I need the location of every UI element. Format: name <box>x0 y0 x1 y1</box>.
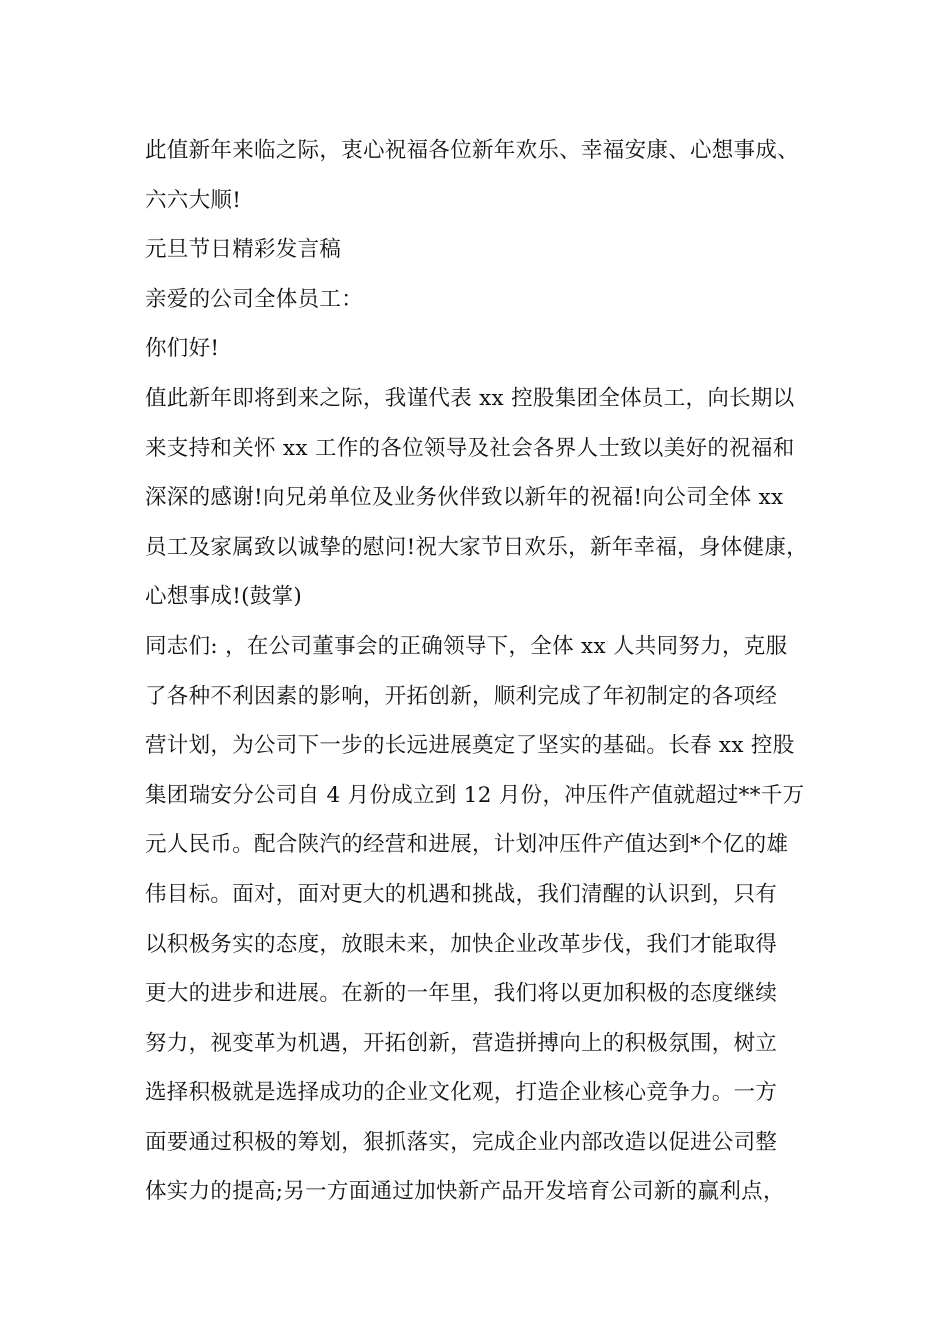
text-line: 来支持和关怀 xx 工作的各位领导及社会各界人士致以美好的祝福和 <box>145 435 795 461</box>
text-line: 以积极务实的态度，放眼未来，加快企业改革步伐，我们才能取得 <box>145 931 778 957</box>
text-line: 了各种不利因素的影响，开拓创新，顺利完成了年初制定的各项经 <box>145 683 778 709</box>
text-line: 心想事成!(鼓掌) <box>145 584 303 610</box>
document-title: 元旦节日精彩发言稿 <box>145 237 342 263</box>
text-line: 六六大顺! <box>145 187 242 213</box>
text-line: 更大的进步和进展。在新的一年里，我们将以更加积极的态度继续 <box>145 981 778 1007</box>
text-line: 营计划，为公司下一步的长远进展奠定了坚实的基础。长春 xx 控股 <box>145 733 795 759</box>
greeting: 你们好! <box>145 336 220 362</box>
salutation: 亲爱的公司全体员工： <box>145 286 364 312</box>
text-line: 深深的感谢!向兄弟单位及业务伙伴致以新年的祝福!向公司全体 xx <box>145 485 784 511</box>
text-line: 体实力的提高;另一方面通过加快新产品开发培育公司新的赢利点， <box>145 1179 785 1205</box>
text-line: 同志们: ，在公司董事会的正确领导下，全体 xx 人共同努力，克服 <box>145 633 788 659</box>
text-line: 努力，视变革为机遇，开拓创新，营造拼搏向上的积极氛围，树立 <box>145 1030 778 1056</box>
text-line: 值此新年即将到来之际，我谨代表 xx 控股集团全体员工，向长期以 <box>145 385 795 411</box>
text-line: 此值新年来临之际，衷心祝福各位新年欢乐、幸福安康、心想事成、 <box>145 138 800 163</box>
text-line: 元人民币。配合陕汽的经营和进展，计划冲压件产值达到*个亿的雄 <box>145 832 789 858</box>
document-body <box>145 126 845 1217</box>
text-line: 集团瑞安分公司自 4 月份成立到 12 月份，冲压件产值就超过**千万 <box>145 782 805 808</box>
text-line: 选择积极就是选择成功的企业文化观，打造企业核心竞争力。一方 <box>145 1080 778 1106</box>
text-line: 员工及家属致以诚挚的慰问!祝大家节日欢乐，新年幸福，身体健康， <box>145 534 808 560</box>
text-line: 面要通过积极的筹划，狠抓落实，完成企业内部改造以促进公司整 <box>145 1129 778 1155</box>
text-line: 伟目标。面对，面对更大的机遇和挑战，我们清醒的认识到，只有 <box>145 881 778 907</box>
